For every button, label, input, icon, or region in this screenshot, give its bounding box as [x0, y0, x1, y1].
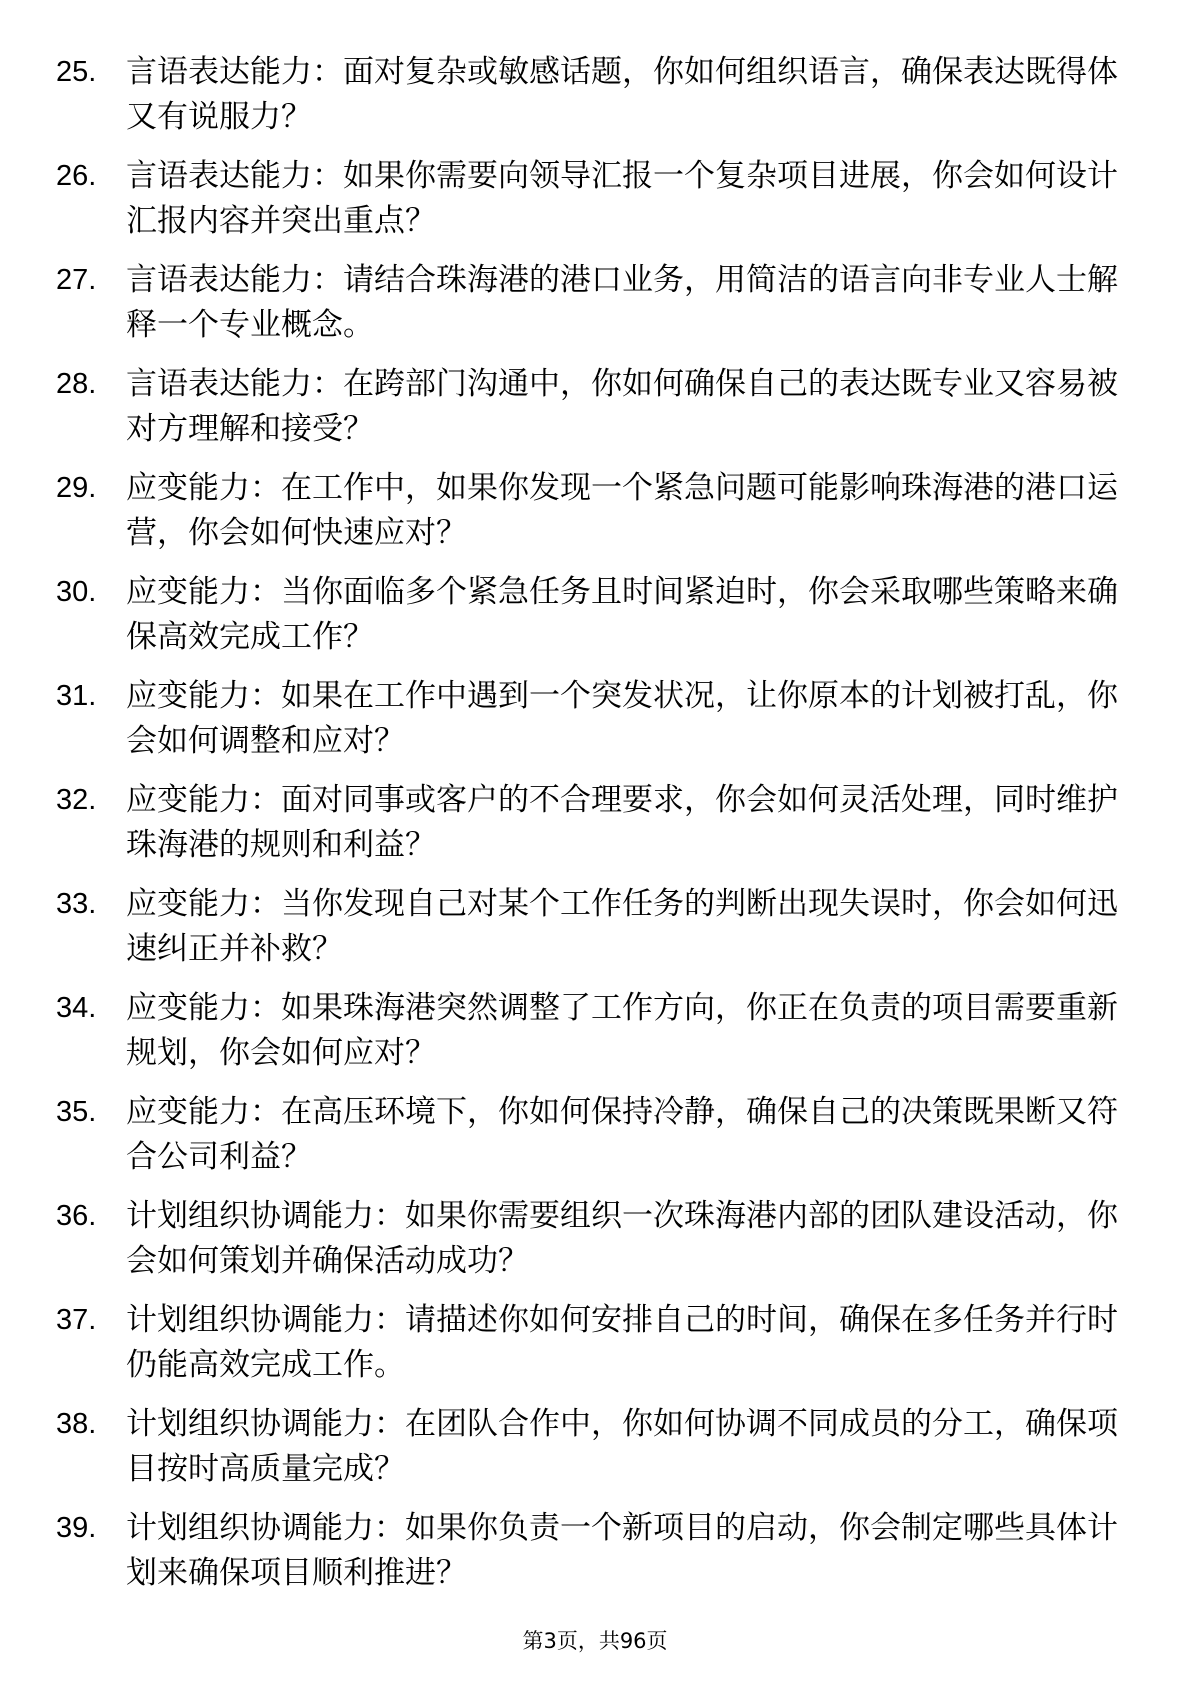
- question-item: [56, 362, 1136, 466]
- question-item: [56, 1298, 1136, 1402]
- question-number: 30.: [56, 576, 97, 608]
- question-number: 28.: [56, 368, 97, 400]
- question-number: 32.: [56, 784, 97, 816]
- question-item: [56, 1402, 1136, 1506]
- page-number-footer: 第3页，共96页: [522, 1629, 668, 1653]
- question-text: 应变能力：当你面临多个紧急任务且时间紧迫时，你会采取哪些策略来确保高效完成工作？: [126, 574, 1118, 655]
- question-text: 应变能力：当你发现自己对某个工作任务的判断出现失误时，你会如何迅速纠正并补救？: [126, 886, 1118, 967]
- question-text: 计划组织协调能力：如果你需要组织一次珠海港内部的团队建设活动，你会如何策划并确保活动成功？: [126, 1198, 1118, 1279]
- question-text: 言语表达能力：面对复杂或敏感话题，你如何组织语言，确保表达既得体又有说服力？: [126, 54, 1118, 135]
- question-item: [56, 466, 1136, 570]
- question-number: 35.: [56, 1096, 97, 1128]
- question-text: 言语表达能力：请结合珠海港的港口业务，用简洁的语言向非专业人士解释一个专业概念。: [126, 262, 1118, 343]
- question-number: 31.: [56, 680, 97, 712]
- question-text: 计划组织协调能力：在团队合作中，你如何协调不同成员的分工，确保项目按时高质量完成？: [126, 1406, 1118, 1487]
- question-item: [56, 570, 1136, 674]
- question-number: 26.: [56, 160, 97, 192]
- question-item: [56, 50, 1136, 154]
- question-number: 37.: [56, 1304, 97, 1336]
- question-item: [56, 674, 1136, 778]
- question-item: [56, 1194, 1136, 1298]
- question-text: 应变能力：在高压环境下，你如何保持冷静，确保自己的决策既果断又符合公司利益？: [126, 1094, 1118, 1175]
- question-text: 应变能力：如果珠海港突然调整了工作方向，你正在负责的项目需要重新规划，你会如何应对？: [126, 990, 1118, 1071]
- question-number: 27.: [56, 264, 97, 296]
- question-number: 29.: [56, 472, 97, 504]
- question-item: [56, 154, 1136, 258]
- question-number: 38.: [56, 1408, 97, 1440]
- question-text: 应变能力：如果在工作中遇到一个突发状况，让你原本的计划被打乱，你会如何调整和应对？: [126, 678, 1118, 759]
- question-number: 33.: [56, 888, 97, 920]
- question-text: 应变能力：在工作中，如果你发现一个紧急问题可能影响珠海港的港口运营，你会如何快速应对？: [126, 470, 1118, 551]
- question-item: [56, 1090, 1136, 1194]
- question-item: [56, 258, 1136, 362]
- question-text: 计划组织协调能力：如果你负责一个新项目的启动，你会制定哪些具体计划来确保项目顺利推进？: [126, 1510, 1118, 1591]
- question-number: 36.: [56, 1200, 97, 1232]
- question-item: [56, 1506, 1136, 1610]
- question-item: [56, 778, 1136, 882]
- question-text: 应变能力：面对同事或客户的不合理要求，你会如何灵活处理，同时维护珠海港的规则和利益？: [126, 782, 1118, 863]
- question-text: 言语表达能力：在跨部门沟通中，你如何确保自己的表达既专业又容易被对方理解和接受？: [126, 366, 1118, 447]
- question-number: 34.: [56, 992, 97, 1024]
- question-number: 25.: [56, 56, 97, 88]
- question-list: [56, 50, 1136, 1610]
- question-item: [56, 882, 1136, 986]
- question-item: [56, 986, 1136, 1090]
- question-text: 言语表达能力：如果你需要向领导汇报一个复杂项目进展，你会如何设计汇报内容并突出重点？: [126, 158, 1118, 239]
- question-text: 计划组织协调能力：请描述你如何安排自己的时间，确保在多任务并行时仍能高效完成工作。: [126, 1302, 1118, 1383]
- question-number: 39.: [56, 1512, 97, 1544]
